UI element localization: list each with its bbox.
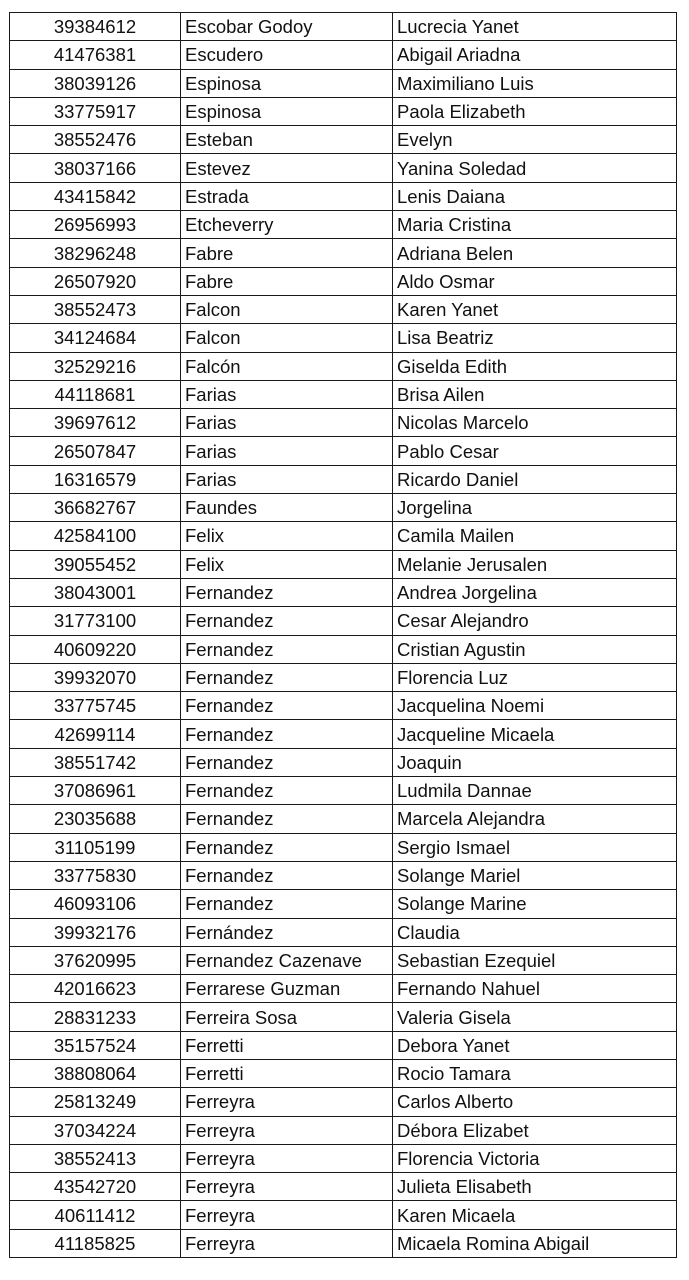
dni-cell: 39055452 bbox=[10, 550, 181, 578]
given-names-cell: Carlos Alberto bbox=[393, 1088, 677, 1116]
surname-cell: Farias bbox=[181, 437, 393, 465]
given-names-cell: Rocio Tamara bbox=[393, 1059, 677, 1087]
given-names-cell: Lisa Beatriz bbox=[393, 324, 677, 352]
surname-cell: Escobar Godoy bbox=[181, 13, 393, 41]
surname-cell: Fernandez bbox=[181, 748, 393, 776]
dni-cell: 28831233 bbox=[10, 1003, 181, 1031]
given-names-cell: Melanie Jerusalen bbox=[393, 550, 677, 578]
table-row bbox=[10, 607, 677, 635]
dni-cell: 43542720 bbox=[10, 1173, 181, 1201]
surname-cell: Fernandez bbox=[181, 890, 393, 918]
table-row bbox=[10, 211, 677, 239]
surname-cell: Fernandez bbox=[181, 777, 393, 805]
table-row bbox=[10, 975, 677, 1003]
surname-cell: Felix bbox=[181, 522, 393, 550]
table-row bbox=[10, 465, 677, 493]
dni-cell: 44118681 bbox=[10, 380, 181, 408]
dni-cell: 39384612 bbox=[10, 13, 181, 41]
surname-cell: Espinosa bbox=[181, 97, 393, 125]
surname-cell: Falcon bbox=[181, 324, 393, 352]
given-names-cell: Cristian Agustin bbox=[393, 635, 677, 663]
surname-cell: Ferretti bbox=[181, 1031, 393, 1059]
table-row bbox=[10, 635, 677, 663]
given-names-cell: Micaela Romina Abigail bbox=[393, 1229, 677, 1257]
given-names-cell: Evelyn bbox=[393, 126, 677, 154]
surname-cell: Fernandez bbox=[181, 578, 393, 606]
table-row bbox=[10, 1116, 677, 1144]
dni-cell: 41185825 bbox=[10, 1229, 181, 1257]
table-row bbox=[10, 41, 677, 69]
given-names-cell: Maria Cristina bbox=[393, 211, 677, 239]
table-row bbox=[10, 777, 677, 805]
roster-table bbox=[9, 12, 677, 1258]
dni-cell: 43415842 bbox=[10, 182, 181, 210]
dni-cell: 37086961 bbox=[10, 777, 181, 805]
given-names-cell: Ludmila Dannae bbox=[393, 777, 677, 805]
surname-cell: Fabre bbox=[181, 239, 393, 267]
dni-cell: 46093106 bbox=[10, 890, 181, 918]
given-names-cell: Ricardo Daniel bbox=[393, 465, 677, 493]
surname-cell: Ferrarese Guzman bbox=[181, 975, 393, 1003]
surname-cell: Fernandez bbox=[181, 805, 393, 833]
table-row bbox=[10, 748, 677, 776]
dni-cell: 38808064 bbox=[10, 1059, 181, 1087]
dni-cell: 37620995 bbox=[10, 946, 181, 974]
given-names-cell: Debora Yanet bbox=[393, 1031, 677, 1059]
dni-cell: 25813249 bbox=[10, 1088, 181, 1116]
given-names-cell: Sebastian Ezequiel bbox=[393, 946, 677, 974]
table-row bbox=[10, 267, 677, 295]
table-row bbox=[10, 946, 677, 974]
surname-cell: Fernandez bbox=[181, 861, 393, 889]
dni-cell: 37034224 bbox=[10, 1116, 181, 1144]
table-row bbox=[10, 692, 677, 720]
roster-table-body bbox=[10, 13, 677, 1258]
table-row bbox=[10, 494, 677, 522]
dni-cell: 34124684 bbox=[10, 324, 181, 352]
given-names-cell: Karen Yanet bbox=[393, 295, 677, 323]
dni-cell: 40611412 bbox=[10, 1201, 181, 1229]
surname-cell: Fernandez bbox=[181, 833, 393, 861]
surname-cell: Fernandez bbox=[181, 663, 393, 691]
given-names-cell: Aldo Osmar bbox=[393, 267, 677, 295]
surname-cell: Fernandez Cazenave bbox=[181, 946, 393, 974]
dni-cell: 33775830 bbox=[10, 861, 181, 889]
surname-cell: Fernandez bbox=[181, 692, 393, 720]
table-row bbox=[10, 1059, 677, 1087]
dni-cell: 42699114 bbox=[10, 720, 181, 748]
table-row bbox=[10, 720, 677, 748]
surname-cell: Ferreyra bbox=[181, 1173, 393, 1201]
table-row bbox=[10, 126, 677, 154]
given-names-cell: Fernando Nahuel bbox=[393, 975, 677, 1003]
table-row bbox=[10, 522, 677, 550]
dni-cell: 42016623 bbox=[10, 975, 181, 1003]
table-row bbox=[10, 805, 677, 833]
surname-cell: Ferreyra bbox=[181, 1116, 393, 1144]
table-row bbox=[10, 13, 677, 41]
given-names-cell: Solange Mariel bbox=[393, 861, 677, 889]
dni-cell: 38551742 bbox=[10, 748, 181, 776]
given-names-cell: Florencia Luz bbox=[393, 663, 677, 691]
surname-cell: Ferreyra bbox=[181, 1229, 393, 1257]
dni-cell: 40609220 bbox=[10, 635, 181, 663]
table-row bbox=[10, 1229, 677, 1257]
dni-cell: 38552476 bbox=[10, 126, 181, 154]
dni-cell: 16316579 bbox=[10, 465, 181, 493]
given-names-cell: Florencia Victoria bbox=[393, 1144, 677, 1172]
surname-cell: Ferreira Sosa bbox=[181, 1003, 393, 1031]
dni-cell: 26956993 bbox=[10, 211, 181, 239]
surname-cell: Ferreyra bbox=[181, 1144, 393, 1172]
surname-cell: Estevez bbox=[181, 154, 393, 182]
surname-cell: Faundes bbox=[181, 494, 393, 522]
dni-cell: 35157524 bbox=[10, 1031, 181, 1059]
given-names-cell: Jorgelina bbox=[393, 494, 677, 522]
table-row bbox=[10, 380, 677, 408]
table-row bbox=[10, 1031, 677, 1059]
given-names-cell: Jacqueline Micaela bbox=[393, 720, 677, 748]
table-row bbox=[10, 833, 677, 861]
dni-cell: 38552413 bbox=[10, 1144, 181, 1172]
dni-cell: 26507847 bbox=[10, 437, 181, 465]
table-row bbox=[10, 1088, 677, 1116]
table-row bbox=[10, 239, 677, 267]
table-row bbox=[10, 182, 677, 210]
table-row bbox=[10, 69, 677, 97]
table-row bbox=[10, 295, 677, 323]
given-names-cell: Brisa Ailen bbox=[393, 380, 677, 408]
table-row bbox=[10, 437, 677, 465]
dni-cell: 39932070 bbox=[10, 663, 181, 691]
given-names-cell: Yanina Soledad bbox=[393, 154, 677, 182]
given-names-cell: Pablo Cesar bbox=[393, 437, 677, 465]
table-row bbox=[10, 1173, 677, 1201]
dni-cell: 31773100 bbox=[10, 607, 181, 635]
given-names-cell: Lenis Daiana bbox=[393, 182, 677, 210]
surname-cell: Ferreyra bbox=[181, 1088, 393, 1116]
dni-cell: 42584100 bbox=[10, 522, 181, 550]
given-names-cell: Karen Micaela bbox=[393, 1201, 677, 1229]
surname-cell: Fernandez bbox=[181, 635, 393, 663]
given-names-cell: Nicolas Marcelo bbox=[393, 409, 677, 437]
table-row bbox=[10, 918, 677, 946]
dni-cell: 33775917 bbox=[10, 97, 181, 125]
surname-cell: Fabre bbox=[181, 267, 393, 295]
given-names-cell: Adriana Belen bbox=[393, 239, 677, 267]
table-row bbox=[10, 578, 677, 606]
dni-cell: 38037166 bbox=[10, 154, 181, 182]
given-names-cell: Andrea Jorgelina bbox=[393, 578, 677, 606]
table-row bbox=[10, 550, 677, 578]
table-row bbox=[10, 97, 677, 125]
dni-cell: 41476381 bbox=[10, 41, 181, 69]
table-row bbox=[10, 352, 677, 380]
surname-cell: Fernandez bbox=[181, 607, 393, 635]
surname-cell: Farias bbox=[181, 465, 393, 493]
surname-cell: Falcon bbox=[181, 295, 393, 323]
dni-cell: 26507920 bbox=[10, 267, 181, 295]
table-row bbox=[10, 324, 677, 352]
surname-cell: Escudero bbox=[181, 41, 393, 69]
table-row bbox=[10, 154, 677, 182]
surname-cell: Fernández bbox=[181, 918, 393, 946]
dni-cell: 38552473 bbox=[10, 295, 181, 323]
surname-cell: Farias bbox=[181, 409, 393, 437]
surname-cell: Farias bbox=[181, 380, 393, 408]
dni-cell: 33775745 bbox=[10, 692, 181, 720]
surname-cell: Falcón bbox=[181, 352, 393, 380]
given-names-cell: Julieta Elisabeth bbox=[393, 1173, 677, 1201]
table-row bbox=[10, 409, 677, 437]
surname-cell: Estrada bbox=[181, 182, 393, 210]
given-names-cell: Solange Marine bbox=[393, 890, 677, 918]
surname-cell: Ferreyra bbox=[181, 1201, 393, 1229]
given-names-cell: Claudia bbox=[393, 918, 677, 946]
given-names-cell: Paola Elizabeth bbox=[393, 97, 677, 125]
surname-cell: Esteban bbox=[181, 126, 393, 154]
table-row bbox=[10, 1144, 677, 1172]
given-names-cell: Camila Mailen bbox=[393, 522, 677, 550]
given-names-cell: Joaquin bbox=[393, 748, 677, 776]
surname-cell: Fernandez bbox=[181, 720, 393, 748]
dni-cell: 31105199 bbox=[10, 833, 181, 861]
table-row bbox=[10, 861, 677, 889]
surname-cell: Espinosa bbox=[181, 69, 393, 97]
given-names-cell: Sergio Ismael bbox=[393, 833, 677, 861]
table-row bbox=[10, 1201, 677, 1229]
surname-cell: Felix bbox=[181, 550, 393, 578]
given-names-cell: Valeria Gisela bbox=[393, 1003, 677, 1031]
surname-cell: Ferretti bbox=[181, 1059, 393, 1087]
given-names-cell: Giselda Edith bbox=[393, 352, 677, 380]
surname-cell: Etcheverry bbox=[181, 211, 393, 239]
given-names-cell: Cesar Alejandro bbox=[393, 607, 677, 635]
given-names-cell: Maximiliano Luis bbox=[393, 69, 677, 97]
dni-cell: 32529216 bbox=[10, 352, 181, 380]
dni-cell: 38039126 bbox=[10, 69, 181, 97]
given-names-cell: Jacquelina Noemi bbox=[393, 692, 677, 720]
dni-cell: 39932176 bbox=[10, 918, 181, 946]
table-row bbox=[10, 663, 677, 691]
dni-cell: 36682767 bbox=[10, 494, 181, 522]
dni-cell: 38043001 bbox=[10, 578, 181, 606]
dni-cell: 38296248 bbox=[10, 239, 181, 267]
table-row bbox=[10, 890, 677, 918]
dni-cell: 23035688 bbox=[10, 805, 181, 833]
given-names-cell: Lucrecia Yanet bbox=[393, 13, 677, 41]
table-row bbox=[10, 1003, 677, 1031]
given-names-cell: Abigail Ariadna bbox=[393, 41, 677, 69]
dni-cell: 39697612 bbox=[10, 409, 181, 437]
given-names-cell: Marcela Alejandra bbox=[393, 805, 677, 833]
given-names-cell: Débora Elizabet bbox=[393, 1116, 677, 1144]
